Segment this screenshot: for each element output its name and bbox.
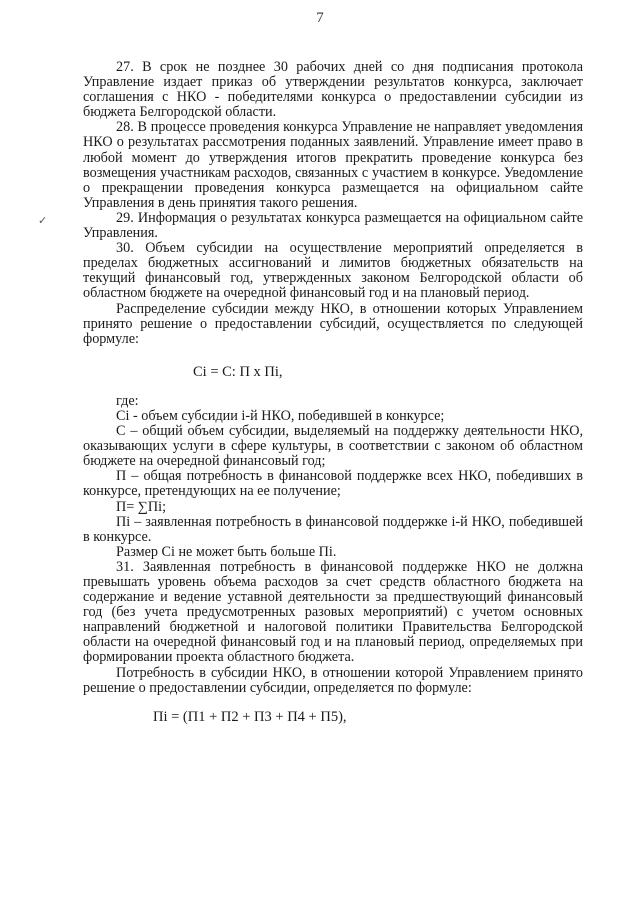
definition-p: П – общая потребность в финансовой поддержке всех НКО, победивших в конкурсе, претендующих на ее получение;: [83, 468, 583, 500]
formula-ci: Ci = C: П x Пi,: [193, 363, 283, 380]
paragraph-30: 30. Объем субсидии на осуществление мероприятий определяется в пределах бюджетных ассигнований и лимитов бюджетных обязательств на текущий финансовый год, утвержденных законом Белгородской области об областном бюджете на очередной финансовый год и на плановый период.: [83, 240, 583, 302]
paragraph-31: 31. Заявленная потребность в финансовой поддержке НКО не должна превышать уровень объема расходов за счет средств областного бюджета на содержание и ведение уставной деятельности за предшествующий финансовый год (без учета предусмотренных разовых мероприятий) с учетом основных направлений бюджетной и налоговой политики Правительства Белгородской области на очередной финансовый год и на плановый период, определяемых при формировании проекта областного бюджета.: [83, 558, 583, 666]
formula-pi: Пi = (П1 + П2 + П3 + П4 + П5),: [153, 708, 347, 725]
definition-pi: Пi – заявленная потребность в финансовой поддержке i-й НКО, победившей в конкурсе.: [83, 513, 583, 545]
where-label: где:: [116, 392, 139, 409]
scan-mark: ✓: [38, 215, 48, 227]
paragraph-29: 29. Информация о результатах конкурса размещается на официальном сайте Управления.: [83, 209, 583, 242]
formula-p-sum: П= ∑Пi;: [116, 498, 167, 515]
distribution-paragraph: Распределение субсидии между НКО, в отношении которых Управлением принято решение о предоставлении субсидий, осуществляется по следующей формуле:: [83, 300, 583, 347]
definition-ci: Ci - объем субсидии i-й НКО, победившей в конкурсе;: [116, 407, 445, 424]
paragraph-27: 27. В срок не позднее 30 рабочих дней со дня подписания протокола Управление издает приказ об утверждении результатов конкурса, заключает соглашения с НКО - победителями конкурса о предоставлении субсидии из бюджета Белгородской области.: [83, 59, 583, 121]
need-paragraph: Потребность в субсидии НКО, в отношении которой Управлением принято решение о предоставлении субсидии, определяется по формуле:: [83, 664, 583, 696]
document-body: [83, 60, 583, 739]
paragraph-28: 28. В процессе проведения конкурса Управление не направляет уведомления НКО о результатах рассмотрения поданных заявлений. Управление имеет право в любой момент до утверждения итогов прекратить проведение конкурса без возмещения участникам расходов, связанных с участием в конкурсе. Уведомление о прекращении проведения конкурса размещается на официальном сайте Управления в день принятия такого решения.: [83, 119, 583, 211]
definition-c: С – общий объем субсидии, выделяемый на поддержку деятельности НКО, оказывающих услуги в сфере культуры, в соответствии с законом об областном бюджете на очередной финансовый год;: [83, 423, 583, 470]
page-number: 7: [316, 10, 324, 26]
size-limit-paragraph: Размер Ci не может быть больше Пi.: [116, 543, 337, 560]
